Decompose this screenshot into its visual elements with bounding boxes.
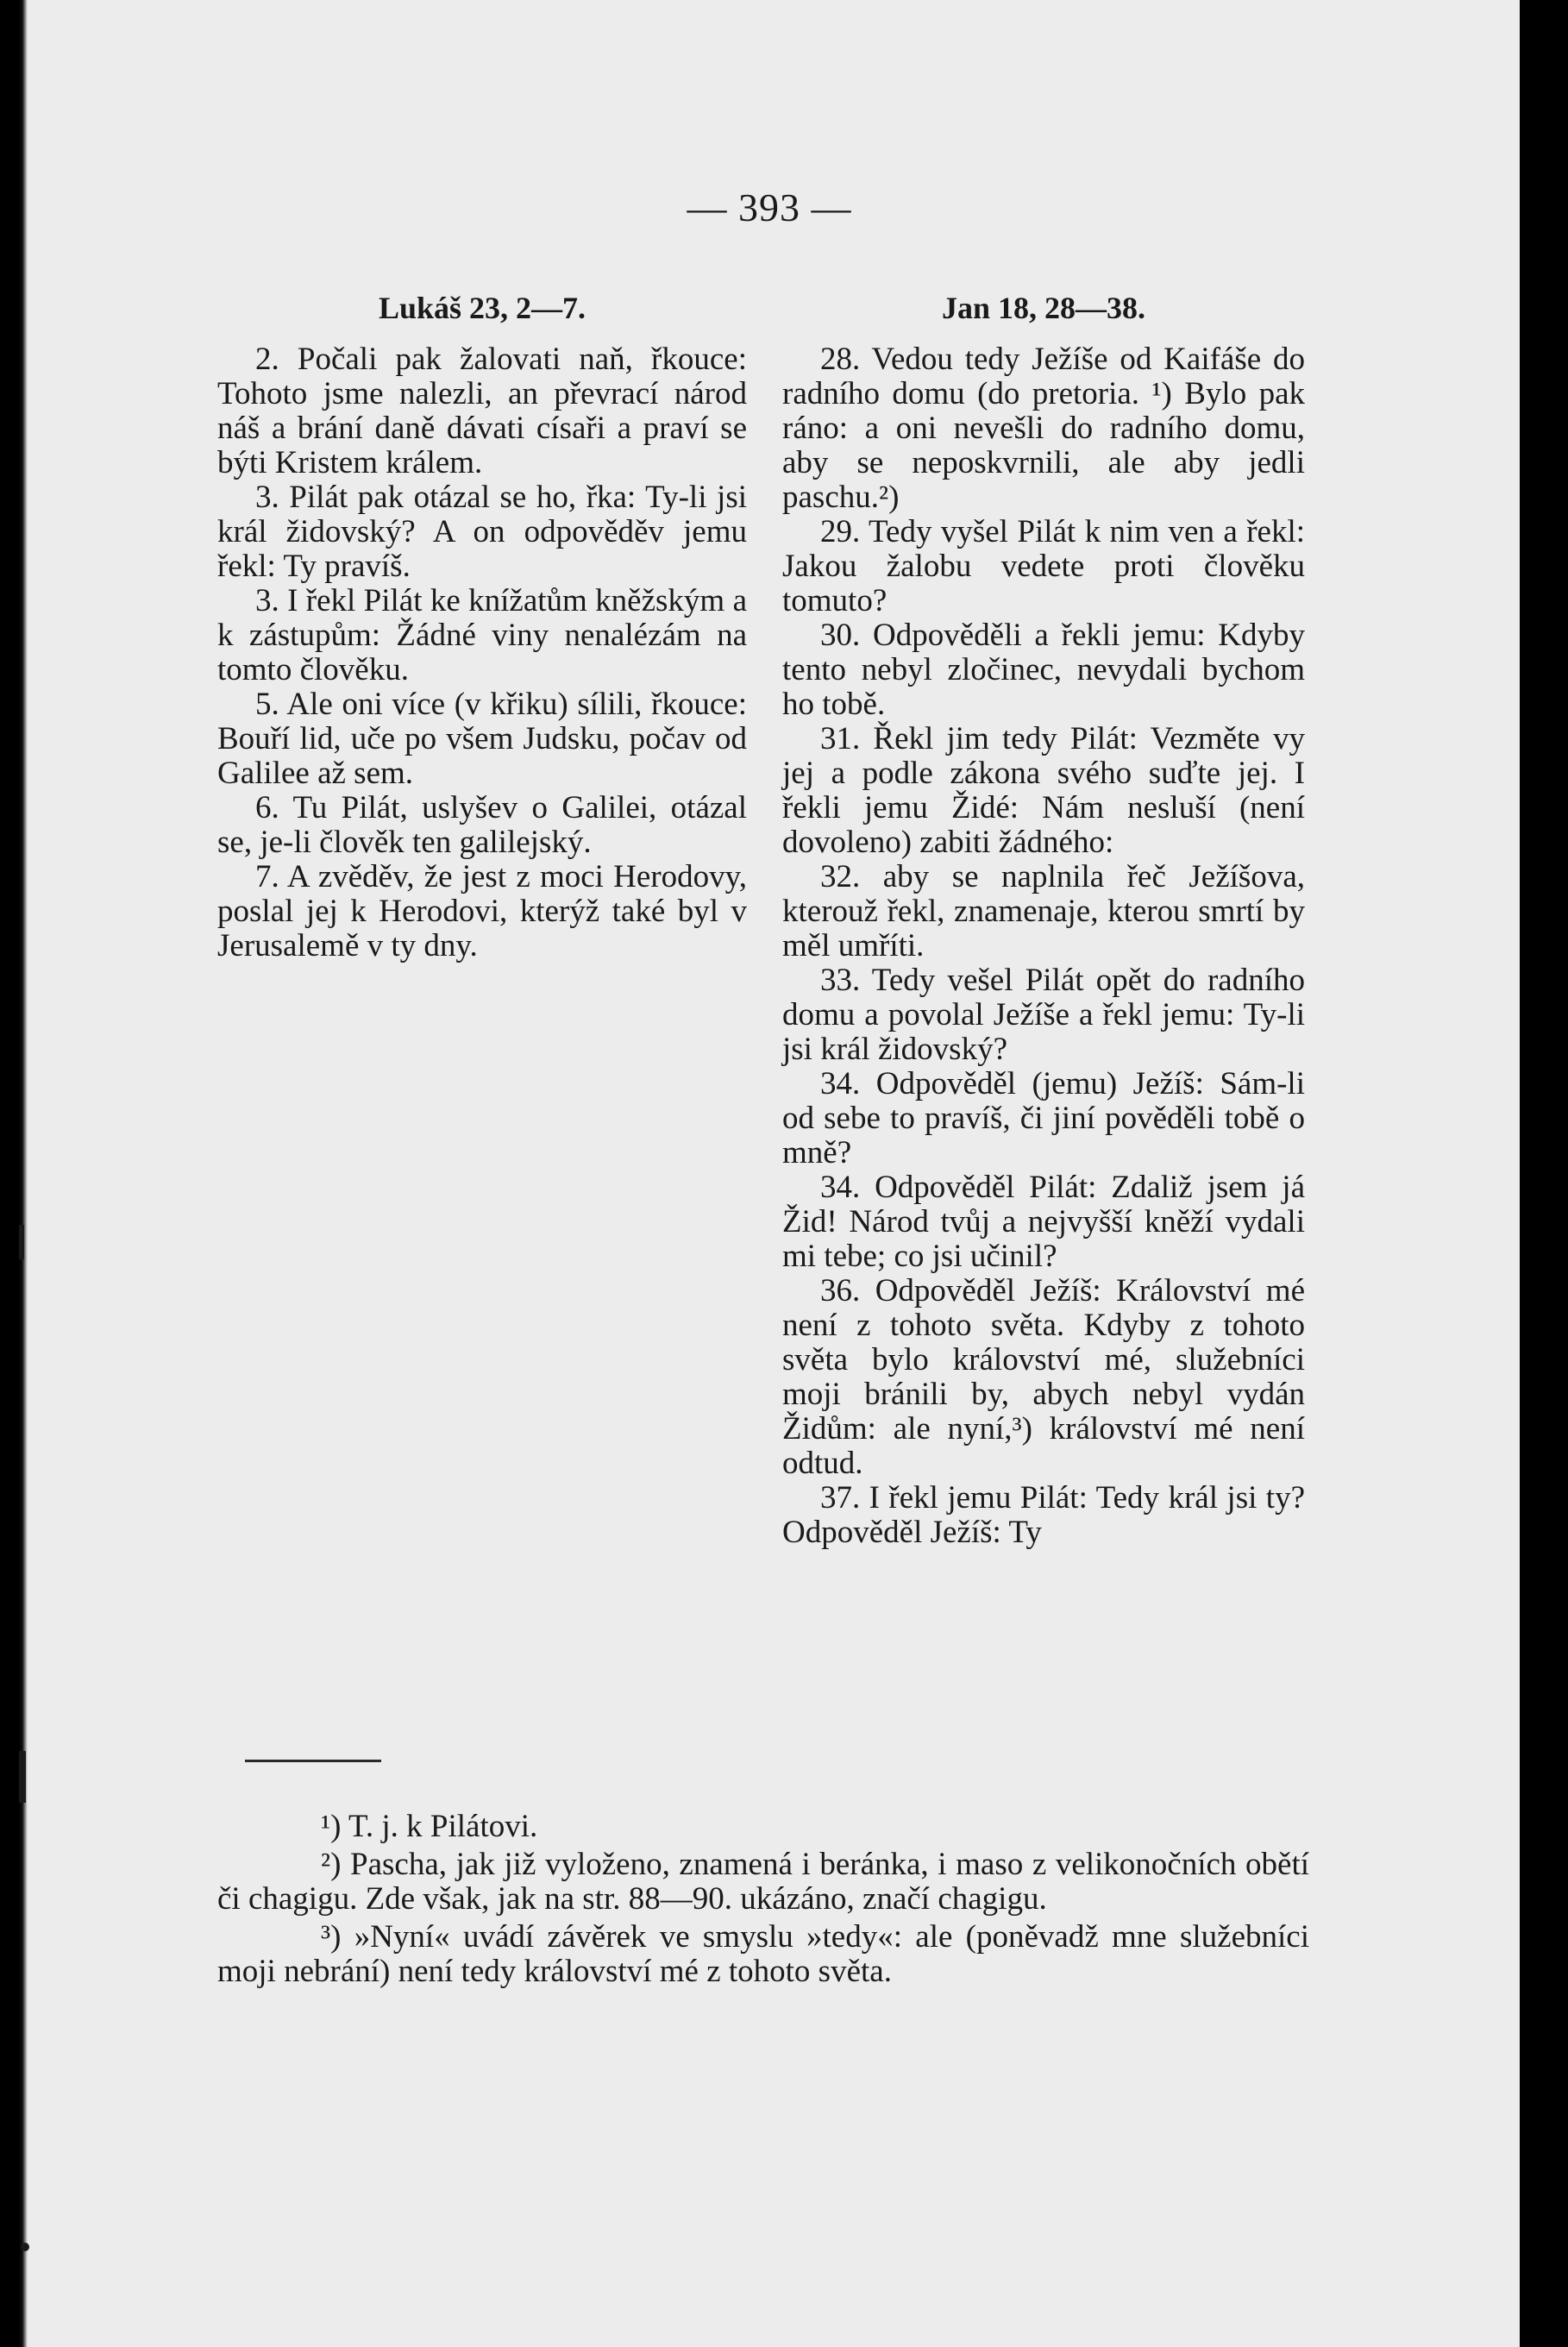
footnote-text: »Nyní« uvádí závěrek ve smyslu »tedy«: ale (poněvadž mne služebníci moji nebrání) není tedy království mé z tohoto světa. (217, 1919, 1309, 1989)
right-column-heading: Jan 18, 28—38. (941, 291, 1146, 325)
verse: 7. A zvěděv, že jest z moci Herodovy, poslal jej k Herodovi, kterýž také byl v Jerusalemě v ty dny. (217, 859, 747, 963)
verse: 30. Odpověděli a řekli jemu: Kdyby tento nebyl zločinec, nevydali bychom ho tobě. (782, 618, 1305, 722)
book-page (19, 0, 1520, 2347)
footnote-1 (217, 1810, 1309, 1844)
verse: 2. Počali pak žalovati naň, řkouce: Tohoto jsme nalezli, an převrací národ náš a brání daně dávati císaři a praví se býti Kristem králem. (217, 342, 747, 480)
footnote-text: Pascha, jak již vyloženo, znamená i beránka, i maso z velikonočních obětí či chagigu. Zde však, jak na str. 88—90. ukázáno, značí chagigu. (217, 1847, 1309, 1917)
verse: 3. Pilát pak otázal se ho, řka: Ty-li jsi král židovský? A on odpověděv jemu řekl: Ty pravíš. (217, 480, 747, 584)
verse: 37. I řekl jemu Pilát: Tedy král jsi ty? Odpověděl Ježíš: Ty (782, 1480, 1305, 1550)
scan-speck (19, 1751, 26, 1803)
footnotes (217, 1810, 1309, 1992)
verse: 3. I řekl Pilát ke knížatům kněžským a k zástupům: Žádné viny nenalézám na tomto člověku. (217, 583, 747, 687)
verse: 34. Odpověděl (jemu) Ježíš: Sám-li od sebe to pravíš, či jiní pověděli tobě o mně? (782, 1066, 1305, 1170)
scan-left-edge (19, 0, 28, 2347)
left-column (217, 342, 747, 963)
right-column (782, 342, 1305, 1550)
scan-speck (19, 1225, 24, 1259)
footnote-divider (245, 1760, 381, 1762)
verse: 29. Tedy vyšel Pilát k nim ven a řekl: Jakou žalobu vedete proti člověku tomuto? (782, 514, 1305, 618)
footnote-marker: ¹) (321, 1809, 342, 1844)
verse: 36. Odpověděl Ježíš: Království mé není z tohoto světa. Kdyby z tohoto světa bylo království mé, služebníci moji bránili by, abych nebyl vydán Židům: ale nyní,³) království mé není odtud. (782, 1273, 1305, 1481)
verse: 33. Tedy vešel Pilát opět do radního domu a povolal Ježíše a řekl jemu: Ty-li jsi král židovský? (782, 963, 1305, 1067)
left-column-heading: Lukáš 23, 2—7. (378, 291, 586, 325)
verse: 31. Řekl jim tedy Pilát: Vezměte vy jej a podle zákona svého suďte jej. I řekli jemu Židé: Nám nesluší (není dovoleno) zabiti žádného: (782, 721, 1305, 860)
footnote-marker: ³) (321, 1919, 342, 1955)
verse: 28. Vedou tedy Ježíše od Kaifáše do radního domu (do pretoria. ¹) Bylo pak ráno: a oni nevešli do radního domu, aby se neposkvrnili, ale aby jedli paschu.²) (782, 342, 1305, 515)
verse: 34. Odpověděl Pilát: Zdaliž jsem já Žid! Národ tvůj a nejvyšší kněží vydali mi tebe; co jsi učinil? (782, 1170, 1305, 1274)
footnote-2 (217, 1848, 1309, 1917)
scan-speck (21, 2243, 29, 2251)
page-number: — 393 — (687, 185, 852, 229)
verse: 6. Tu Pilát, uslyšev o Galilei, otázal se, je-li člověk ten galilejský. (217, 790, 747, 860)
footnote-marker: ²) (321, 1847, 342, 1882)
verse: 32. aby se naplnila řeč Ježíšova, kterouž řekl, znamenaje, kterou smrtí by měl umříti. (782, 859, 1305, 963)
footnote-text: T. j. k Pilátovi. (341, 1809, 538, 1844)
footnote-3 (217, 1920, 1309, 1989)
verse: 5. Ale oni více (v křiku) sílili, řkouce: Bouří lid, uče po všem Judsku, počav od Galilee až sem. (217, 687, 747, 791)
